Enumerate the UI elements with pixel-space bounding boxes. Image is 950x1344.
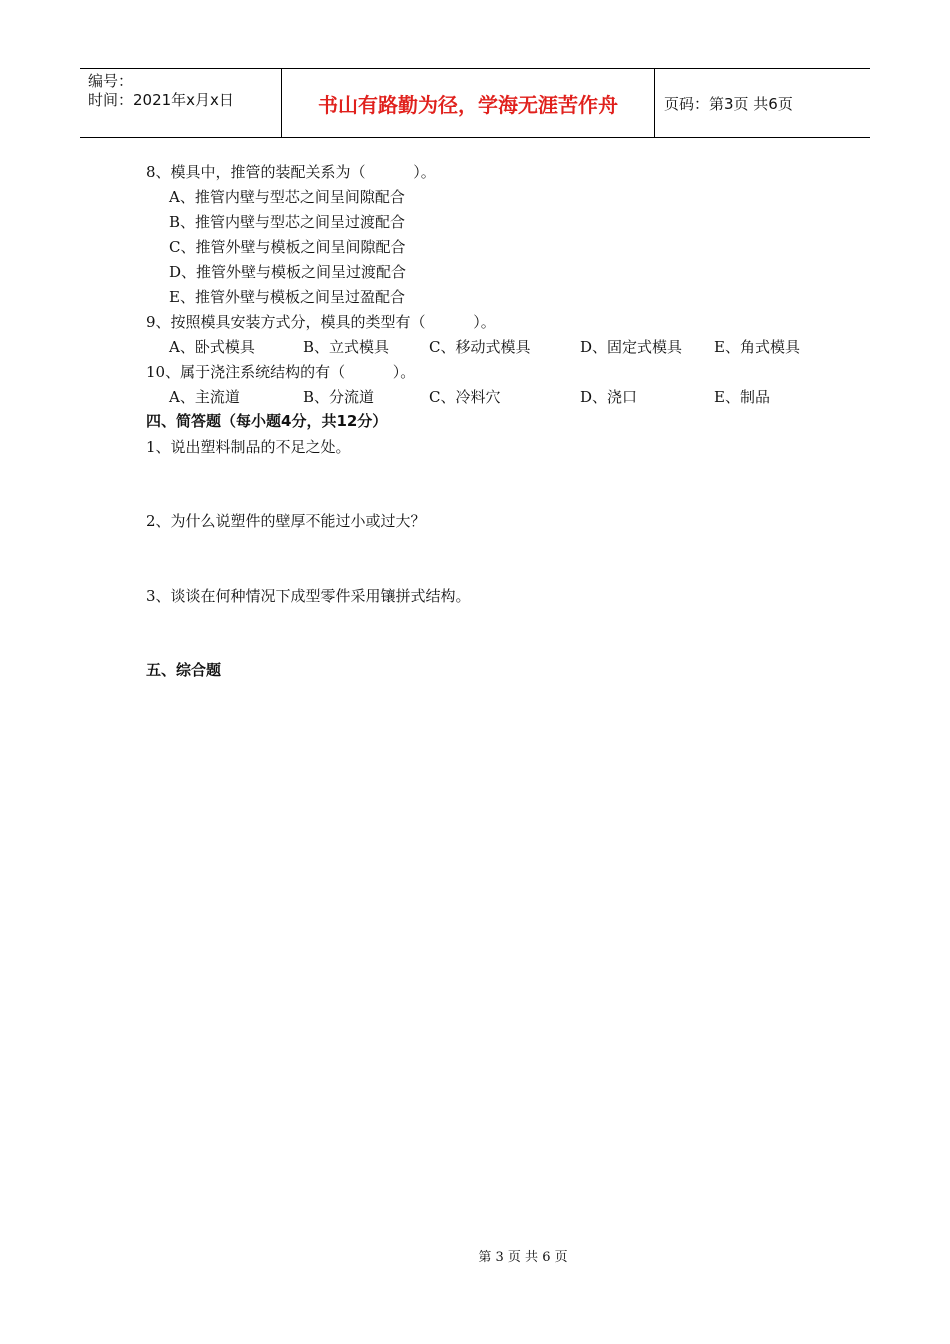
q8-option-e: E、推管外壁与模板之间呈过盈配合 — [169, 288, 405, 306]
number-label: 编号： — [88, 72, 134, 90]
section4-title: 四、简答题（每小题4分，共12分） — [146, 412, 388, 430]
q9-option-b: B、立式模具 — [303, 338, 390, 356]
q8-option-a: A、推管内壁与型芯之间呈间隙配合 — [169, 188, 405, 206]
q9-option-d: D、固定式模具 — [580, 338, 683, 356]
header-meta-cell — [80, 69, 282, 137]
q8-option-c: C、推管外壁与模板之间呈间隙配合 — [169, 238, 406, 256]
q10-option-e: E、制品 — [714, 388, 770, 406]
q10-option-a: A、主流道 — [169, 388, 240, 406]
section4-q2: 2、为什么说塑件的壁厚不能过小或过大？ — [146, 512, 426, 530]
q8-stem: 8、模具中，推管的装配关系为（ ）。 — [146, 163, 436, 181]
q10-option-c: C、冷料穴 — [429, 388, 501, 406]
page-footer — [0, 1246, 950, 1265]
header-table — [80, 68, 870, 138]
page-label: 页码：第3页 共6页 — [664, 94, 793, 113]
q8-option-d: D、推管外壁与模板之间呈过渡配合 — [169, 263, 407, 281]
motto: 书山有路勤为径，学海无涯苦作舟 — [282, 69, 655, 137]
q9-option-a: A、卧式模具 — [169, 338, 255, 356]
q8-option-b: B、推管内壁与型芯之间呈过渡配合 — [169, 213, 406, 231]
section5-title: 五、综合题 — [146, 661, 222, 679]
section4-q1: 1、说出塑料制品的不足之处。 — [146, 438, 351, 456]
time-label: 时间：2021年x月x日 — [88, 91, 234, 109]
q9-option-c: C、移动式模具 — [429, 338, 531, 356]
q9-option-e: E、角式模具 — [714, 338, 800, 356]
q10-stem: 10、属于浇注系统结构的有（ ）。 — [146, 363, 416, 381]
section4-q3: 3、谈谈在何种情况下成型零件采用镶拼式结构。 — [146, 587, 471, 605]
q9-stem: 9、按照模具安装方式分，模具的类型有（ ）。 — [146, 313, 496, 331]
footer-page-number: 第 3 页 共 6 页 — [478, 1250, 568, 1265]
q10-option-d: D、浇口 — [580, 388, 638, 406]
q10-option-b: B、分流道 — [303, 388, 375, 406]
